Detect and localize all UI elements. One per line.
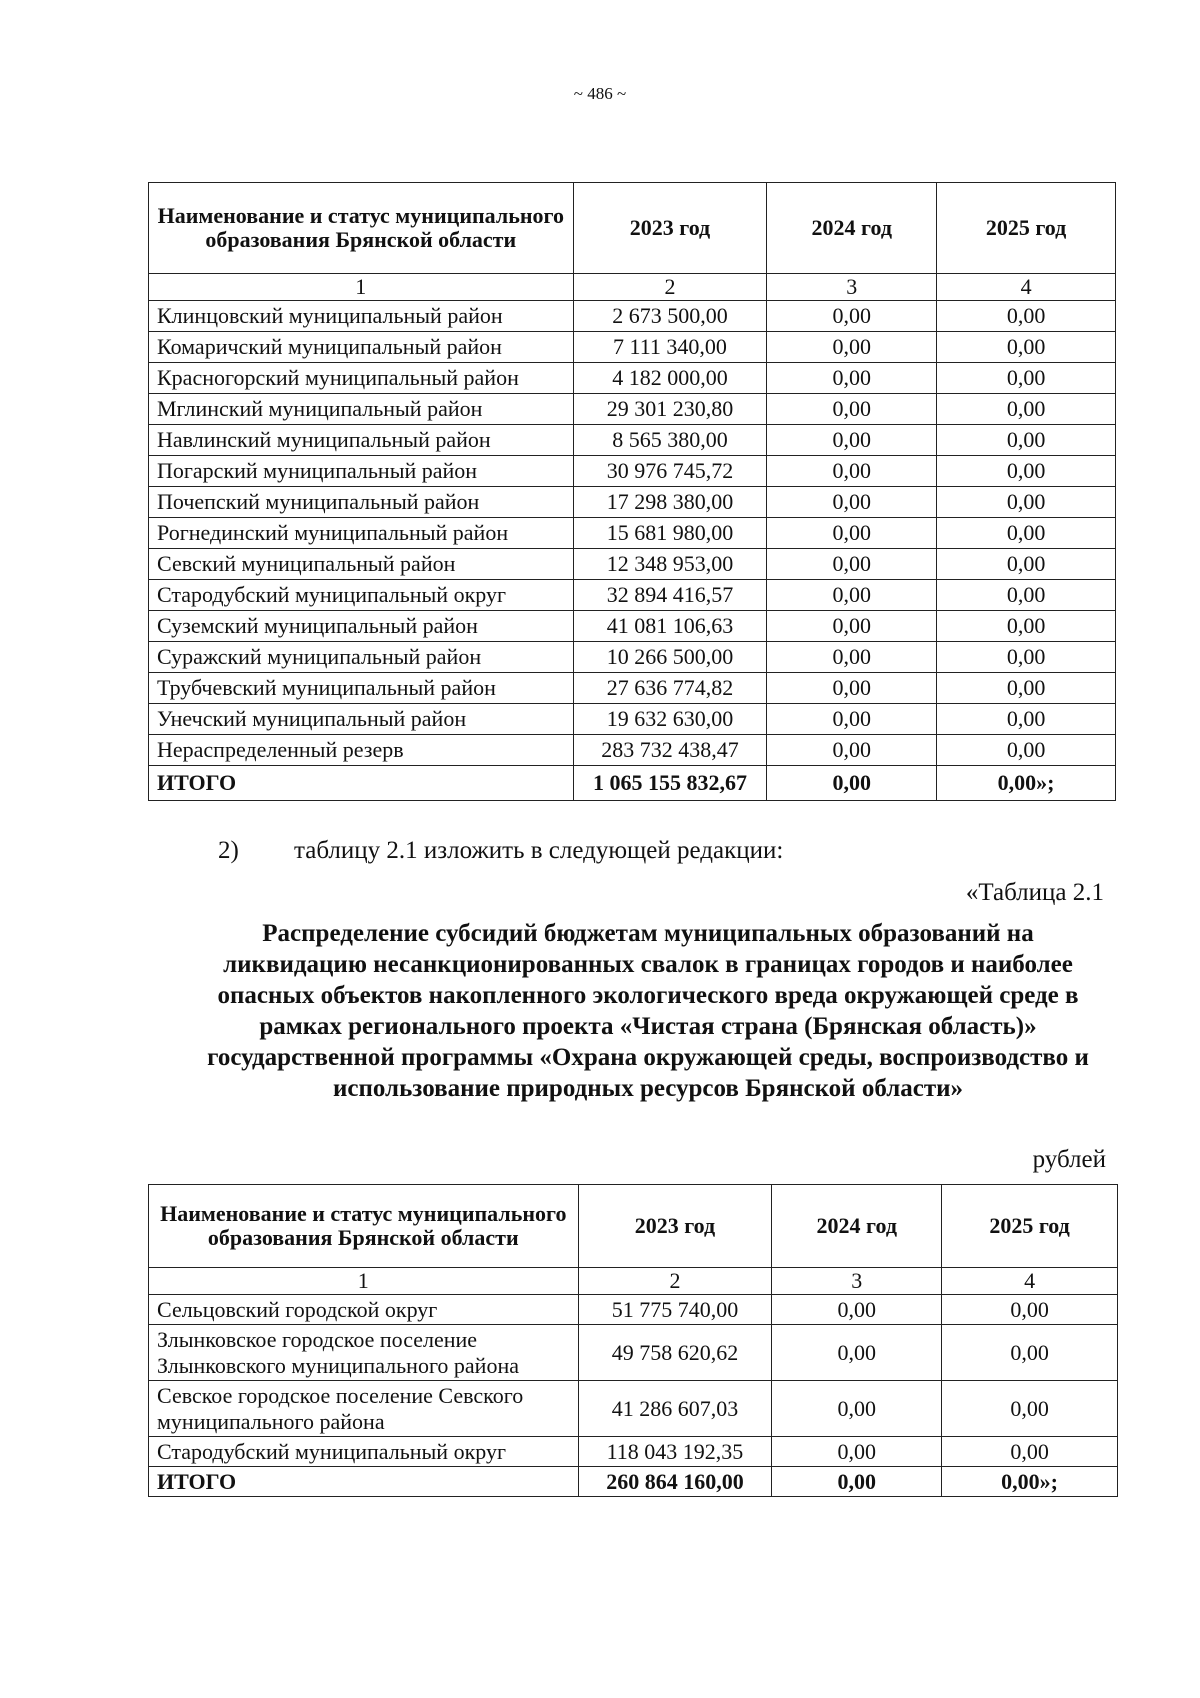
amount-2025: 0,00 (937, 363, 1116, 394)
amount-2023: 118 043 192,35 (578, 1437, 772, 1467)
amount-2024: 0,00 (772, 1295, 942, 1325)
amount-2025: 0,00 (937, 394, 1116, 425)
amount-2025: 0,00 (937, 425, 1116, 456)
municipality-name: Клинцовский муниципальный район (149, 301, 574, 332)
amount-2025: 0,00 (937, 487, 1116, 518)
amount-2024: 0,00 (767, 642, 937, 673)
units-label: рублей (1032, 1146, 1106, 1173)
amount-2023: 27 636 774,82 (573, 673, 767, 704)
table-row (149, 487, 1116, 518)
amount-2024: 0,00 (772, 1437, 942, 1467)
column-index: 1 (149, 1268, 579, 1295)
municipality-name: Стародубский муниципальный округ (149, 1437, 579, 1467)
header-2023: 2023 год (573, 183, 767, 274)
amount-2025: 0,00 (937, 673, 1116, 704)
table-header-row (149, 183, 1116, 274)
amount-2023: 12 348 953,00 (573, 549, 767, 580)
total-label: ИТОГО (149, 766, 574, 801)
amount-2023: 7 111 340,00 (573, 332, 767, 363)
table-row (149, 1295, 1118, 1325)
amount-2025: 0,00 (937, 518, 1116, 549)
header-municipality: Наименование и статус муниципального образования Брянской области (149, 1185, 579, 1268)
amount-2023: 283 732 438,47 (573, 735, 767, 766)
amount-2023: 19 632 630,00 (573, 704, 767, 735)
municipality-name: Рогнединский муниципальный район (149, 518, 574, 549)
amount-2023: 29 301 230,80 (573, 394, 767, 425)
amount-2024: 0,00 (767, 487, 937, 518)
table-row (149, 456, 1116, 487)
amendment-instruction (218, 837, 783, 865)
municipality-name: Трубчевский муниципальный район (149, 673, 574, 704)
total-label: ИТОГО (149, 1467, 579, 1497)
total-2024: 0,00 (767, 766, 937, 801)
table-row (149, 673, 1116, 704)
amount-2024: 0,00 (767, 673, 937, 704)
table-row (149, 735, 1116, 766)
amount-2025: 0,00 (937, 580, 1116, 611)
table-title: Распределение субсидий бюджетам муниципальных образований на ликвидацию несанкционированных свалок в границах городов и наиболее опасных объектов накопленного экологического вреда окружающей среде в рамках регионального проекта «Чистая страна (Брянская область)» государственной программы «Охрана окружающей среды, воспроизводство и использование природных ресурсов Брянской области» (207, 920, 1089, 1102)
amount-2024: 0,00 (767, 332, 937, 363)
column-index: 3 (772, 1268, 942, 1295)
table-row (149, 425, 1116, 456)
amount-2025: 0,00 (937, 301, 1116, 332)
amount-2024: 0,00 (767, 704, 937, 735)
amount-2024: 0,00 (767, 549, 937, 580)
column-index-row (149, 274, 1116, 301)
total-2025: 0,00»; (942, 1467, 1118, 1497)
table-row (149, 580, 1116, 611)
total-2024: 0,00 (772, 1467, 942, 1497)
amount-2024: 0,00 (767, 456, 937, 487)
amount-2025: 0,00 (937, 611, 1116, 642)
table-row (149, 704, 1116, 735)
header-2023: 2023 год (578, 1185, 772, 1268)
total-2023: 1 065 155 832,67 (573, 766, 767, 801)
amount-2025: 0,00 (937, 456, 1116, 487)
amount-2025: 0,00 (942, 1381, 1118, 1437)
amount-2023: 51 775 740,00 (578, 1295, 772, 1325)
municipality-name: Суземский муниципальный район (149, 611, 574, 642)
municipality-name: Погарский муниципальный район (149, 456, 574, 487)
municipality-name: Стародубский муниципальный округ (149, 580, 574, 611)
header-2025: 2025 год (937, 183, 1116, 274)
amount-2025: 0,00 (937, 549, 1116, 580)
table-row (149, 518, 1116, 549)
amount-2024: 0,00 (767, 518, 937, 549)
municipality-name: Комаричский муниципальный район (149, 332, 574, 363)
amount-2023: 10 266 500,00 (573, 642, 767, 673)
total-2023: 260 864 160,00 (578, 1467, 772, 1497)
municipality-name: Севский муниципальный район (149, 549, 574, 580)
header-2025: 2025 год (942, 1185, 1118, 1268)
amount-2023: 4 182 000,00 (573, 363, 767, 394)
total-row (149, 1467, 1118, 1497)
table-header-row (149, 1185, 1118, 1268)
municipality-name: Суражский муниципальный район (149, 642, 574, 673)
page-number: ~ 486 ~ (573, 84, 627, 103)
table-row (149, 301, 1116, 332)
amount-2023: 41 286 607,03 (578, 1381, 772, 1437)
column-index: 3 (767, 274, 937, 301)
municipality-name: Мглинский муниципальный район (149, 394, 574, 425)
table-row (149, 1437, 1118, 1467)
amount-2025: 0,00 (937, 332, 1116, 363)
total-row (149, 766, 1116, 801)
amount-2023: 8 565 380,00 (573, 425, 767, 456)
table-row (149, 549, 1116, 580)
municipality-name: Нераспределенный резерв (149, 735, 574, 766)
amount-2025: 0,00 (937, 735, 1116, 766)
amount-2025: 0,00 (937, 704, 1116, 735)
municipality-name: Навлинский муниципальный район (149, 425, 574, 456)
amount-2023: 15 681 980,00 (573, 518, 767, 549)
amount-2025: 0,00 (942, 1325, 1118, 1381)
column-index: 2 (578, 1268, 772, 1295)
header-2024: 2024 год (772, 1185, 942, 1268)
amount-2024: 0,00 (767, 580, 937, 611)
header-2024: 2024 год (767, 183, 937, 274)
amount-2025: 0,00 (937, 642, 1116, 673)
amount-2023: 2 673 500,00 (573, 301, 767, 332)
municipality-name: Почепский муниципальный район (149, 487, 574, 518)
subsidy-table-continued (148, 182, 1116, 801)
municipality-name: Унечский муниципальный район (149, 704, 574, 735)
amount-2023: 30 976 745,72 (573, 456, 767, 487)
amount-2024: 0,00 (767, 425, 937, 456)
header-municipality: Наименование и статус муниципального образования Брянской области (149, 183, 574, 274)
amount-2024: 0,00 (772, 1381, 942, 1437)
municipality-name: Севское городское поселение Севского муниципального района (149, 1381, 579, 1437)
amount-2025: 0,00 (942, 1295, 1118, 1325)
column-index: 4 (942, 1268, 1118, 1295)
table-caption: «Таблица 2.1 (965, 879, 1104, 906)
amount-2023: 41 081 106,63 (573, 611, 767, 642)
amount-2023: 49 758 620,62 (578, 1325, 772, 1381)
table-row (149, 611, 1116, 642)
amount-2024: 0,00 (767, 394, 937, 425)
item-number: 2) (218, 837, 239, 864)
table-row (149, 394, 1116, 425)
amount-2023: 32 894 416,57 (573, 580, 767, 611)
instruction-text: таблицу 2.1 изложить в следующей редакции: (294, 837, 784, 864)
amount-2024: 0,00 (767, 301, 937, 332)
table-row (149, 332, 1116, 363)
amount-2024: 0,00 (767, 363, 937, 394)
column-index: 1 (149, 274, 574, 301)
municipality-name: Злынковское городское поселение Злынковского муниципального района (149, 1325, 579, 1381)
amount-2023: 17 298 380,00 (573, 487, 767, 518)
column-index: 2 (573, 274, 767, 301)
column-index-row (149, 1268, 1118, 1295)
amount-2025: 0,00 (942, 1437, 1118, 1467)
table-row (149, 363, 1116, 394)
amount-2024: 0,00 (772, 1325, 942, 1381)
amount-2024: 0,00 (767, 735, 937, 766)
municipality-name: Красногорский муниципальный район (149, 363, 574, 394)
column-index: 4 (937, 274, 1116, 301)
total-2025: 0,00»; (937, 766, 1116, 801)
table-row (149, 642, 1116, 673)
amount-2024: 0,00 (767, 611, 937, 642)
table-row (149, 1325, 1118, 1381)
subsidy-table-2-1 (148, 1184, 1118, 1497)
municipality-name: Сельцовский городской округ (149, 1295, 579, 1325)
table-row (149, 1381, 1118, 1437)
